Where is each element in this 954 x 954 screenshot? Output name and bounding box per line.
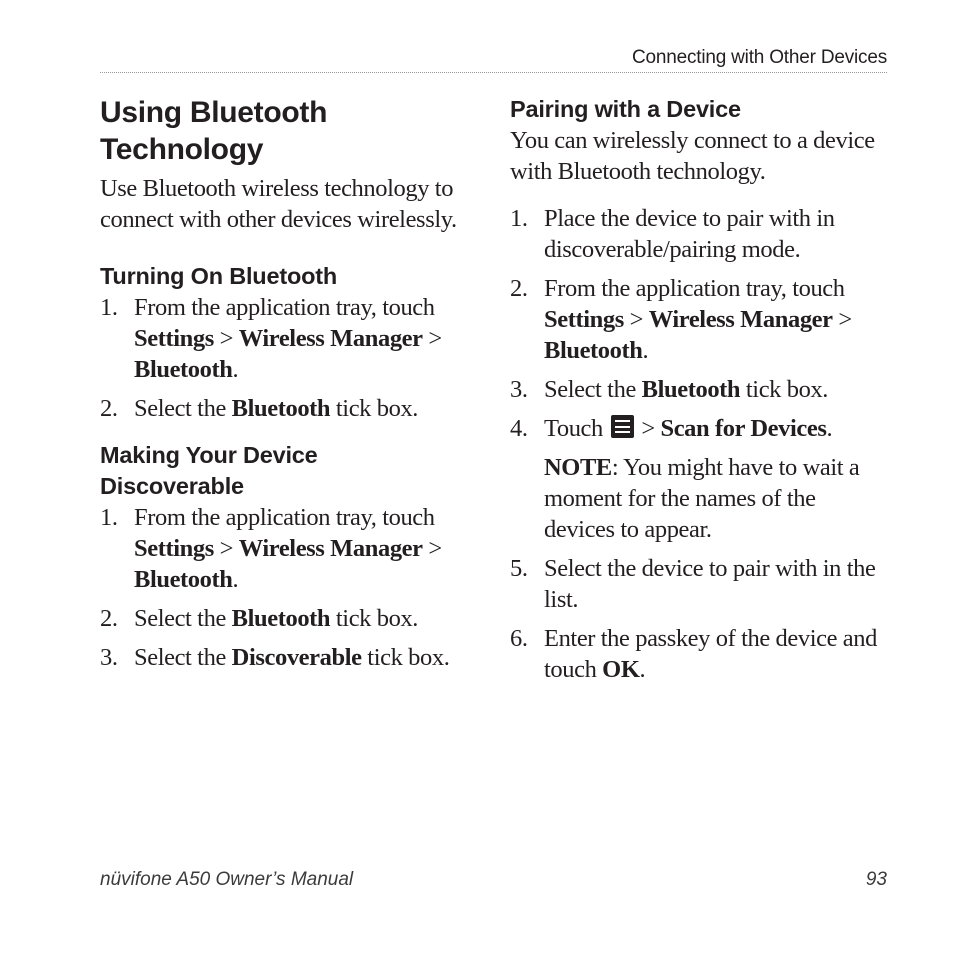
ui-term-bluetooth: Bluetooth — [231, 605, 331, 632]
ui-term-bluetooth: Bluetooth — [544, 337, 643, 364]
list-item — [510, 203, 888, 265]
ui-term-wireless-manager: Wireless Manager — [648, 306, 833, 333]
note-text: : You might have to wait a moment for the names of the devices to appear. — [544, 454, 860, 543]
step-text: Select the — [134, 605, 232, 632]
list-item — [510, 374, 888, 405]
step-number: 4. — [510, 415, 528, 442]
list-item — [100, 642, 475, 673]
header-divider — [100, 72, 887, 73]
page-title — [100, 94, 475, 168]
separator: > — [213, 535, 239, 562]
step-text: Select the — [134, 644, 232, 671]
page-title-line2: Technology — [100, 133, 264, 166]
ui-term-scan-for-devices: Scan for Devices — [660, 415, 827, 442]
menu-icon — [611, 415, 634, 438]
turning-on-steps — [100, 292, 475, 424]
right-column — [510, 94, 888, 685]
left-column — [100, 94, 475, 673]
step-number: 1. — [510, 205, 528, 232]
list-item — [100, 292, 475, 385]
step-text: Select the — [544, 376, 642, 403]
step-text: tick box. — [330, 605, 419, 632]
ui-term-bluetooth: Bluetooth — [134, 566, 233, 593]
ui-term-discoverable: Discoverable — [231, 644, 362, 671]
step-number: 1. — [100, 294, 118, 321]
step-text: Touch — [544, 415, 609, 442]
ui-term-wireless-manager: Wireless Manager — [238, 325, 423, 352]
step-number: 2. — [100, 605, 118, 632]
separator: > — [832, 306, 852, 333]
period: . — [232, 566, 239, 593]
ui-term-settings: Settings — [544, 306, 624, 333]
step-number: 3. — [100, 644, 118, 671]
step-text: Place the device to pair with in discoverable/pairing mode. — [544, 205, 835, 263]
list-item — [100, 502, 475, 595]
ui-term-bluetooth: Bluetooth — [641, 376, 741, 403]
step-text: Select the device to pair with in the list. — [544, 555, 876, 613]
ui-term-wireless-manager: Wireless Manager — [238, 535, 423, 562]
ui-term-settings: Settings — [134, 535, 214, 562]
section-heading-discoverable — [100, 440, 475, 502]
note — [544, 452, 888, 545]
step-text: tick box. — [361, 644, 450, 671]
note-label: NOTE — [544, 454, 612, 481]
step-text: Select the — [134, 395, 232, 422]
step-number: 2. — [100, 395, 118, 422]
ui-term-settings: Settings — [134, 325, 214, 352]
list-item — [100, 393, 475, 424]
list-item — [510, 623, 888, 685]
list-item — [510, 553, 888, 615]
list-item — [100, 603, 475, 634]
step-text: tick box. — [330, 395, 419, 422]
section-heading-pairing: Pairing with a Device — [510, 96, 741, 122]
ui-term-bluetooth: Bluetooth — [231, 395, 331, 422]
period: . — [232, 356, 239, 383]
list-item — [510, 413, 888, 545]
step-text: From the application tray, touch — [544, 275, 845, 302]
page-title-line1: Using Bluetooth — [100, 96, 328, 129]
step-text: Enter the passkey of the device and touch — [544, 625, 877, 683]
separator: > — [422, 535, 442, 562]
step-text: From the application tray, touch — [134, 294, 435, 321]
running-header: Connecting with Other Devices — [631, 47, 887, 68]
step-text: tick box. — [740, 376, 829, 403]
step-number: 1. — [100, 504, 118, 531]
ui-term-bluetooth: Bluetooth — [134, 356, 233, 383]
step-text: From the application tray, touch — [134, 504, 435, 531]
heading-line2: Discoverable — [100, 473, 244, 499]
period: . — [826, 415, 833, 442]
period: . — [642, 337, 649, 364]
step-number: 6. — [510, 625, 528, 652]
section-heading-turning-on: Turning On Bluetooth — [100, 263, 338, 289]
step-number: 2. — [510, 275, 528, 302]
ui-term-ok: OK — [602, 656, 640, 683]
discoverable-steps — [100, 502, 475, 673]
pairing-steps — [510, 203, 888, 685]
footer-manual-title: nüvifone A50 Owner’s Manual — [100, 869, 354, 890]
step-number: 5. — [510, 555, 528, 582]
list-item — [510, 273, 888, 366]
separator: > — [422, 325, 442, 352]
intro-paragraph: Use Bluetooth wireless technology to connect with other devices wirelessly. — [100, 175, 457, 233]
pairing-intro: You can wirelessly connect to a device with Bluetooth technology. — [510, 127, 875, 185]
step-number: 3. — [510, 376, 528, 403]
separator: > — [635, 415, 661, 442]
heading-line1: Making Your Device — [100, 442, 318, 468]
page-number: 93 — [865, 869, 887, 890]
separator: > — [623, 306, 649, 333]
separator: > — [213, 325, 239, 352]
period: . — [639, 656, 646, 683]
